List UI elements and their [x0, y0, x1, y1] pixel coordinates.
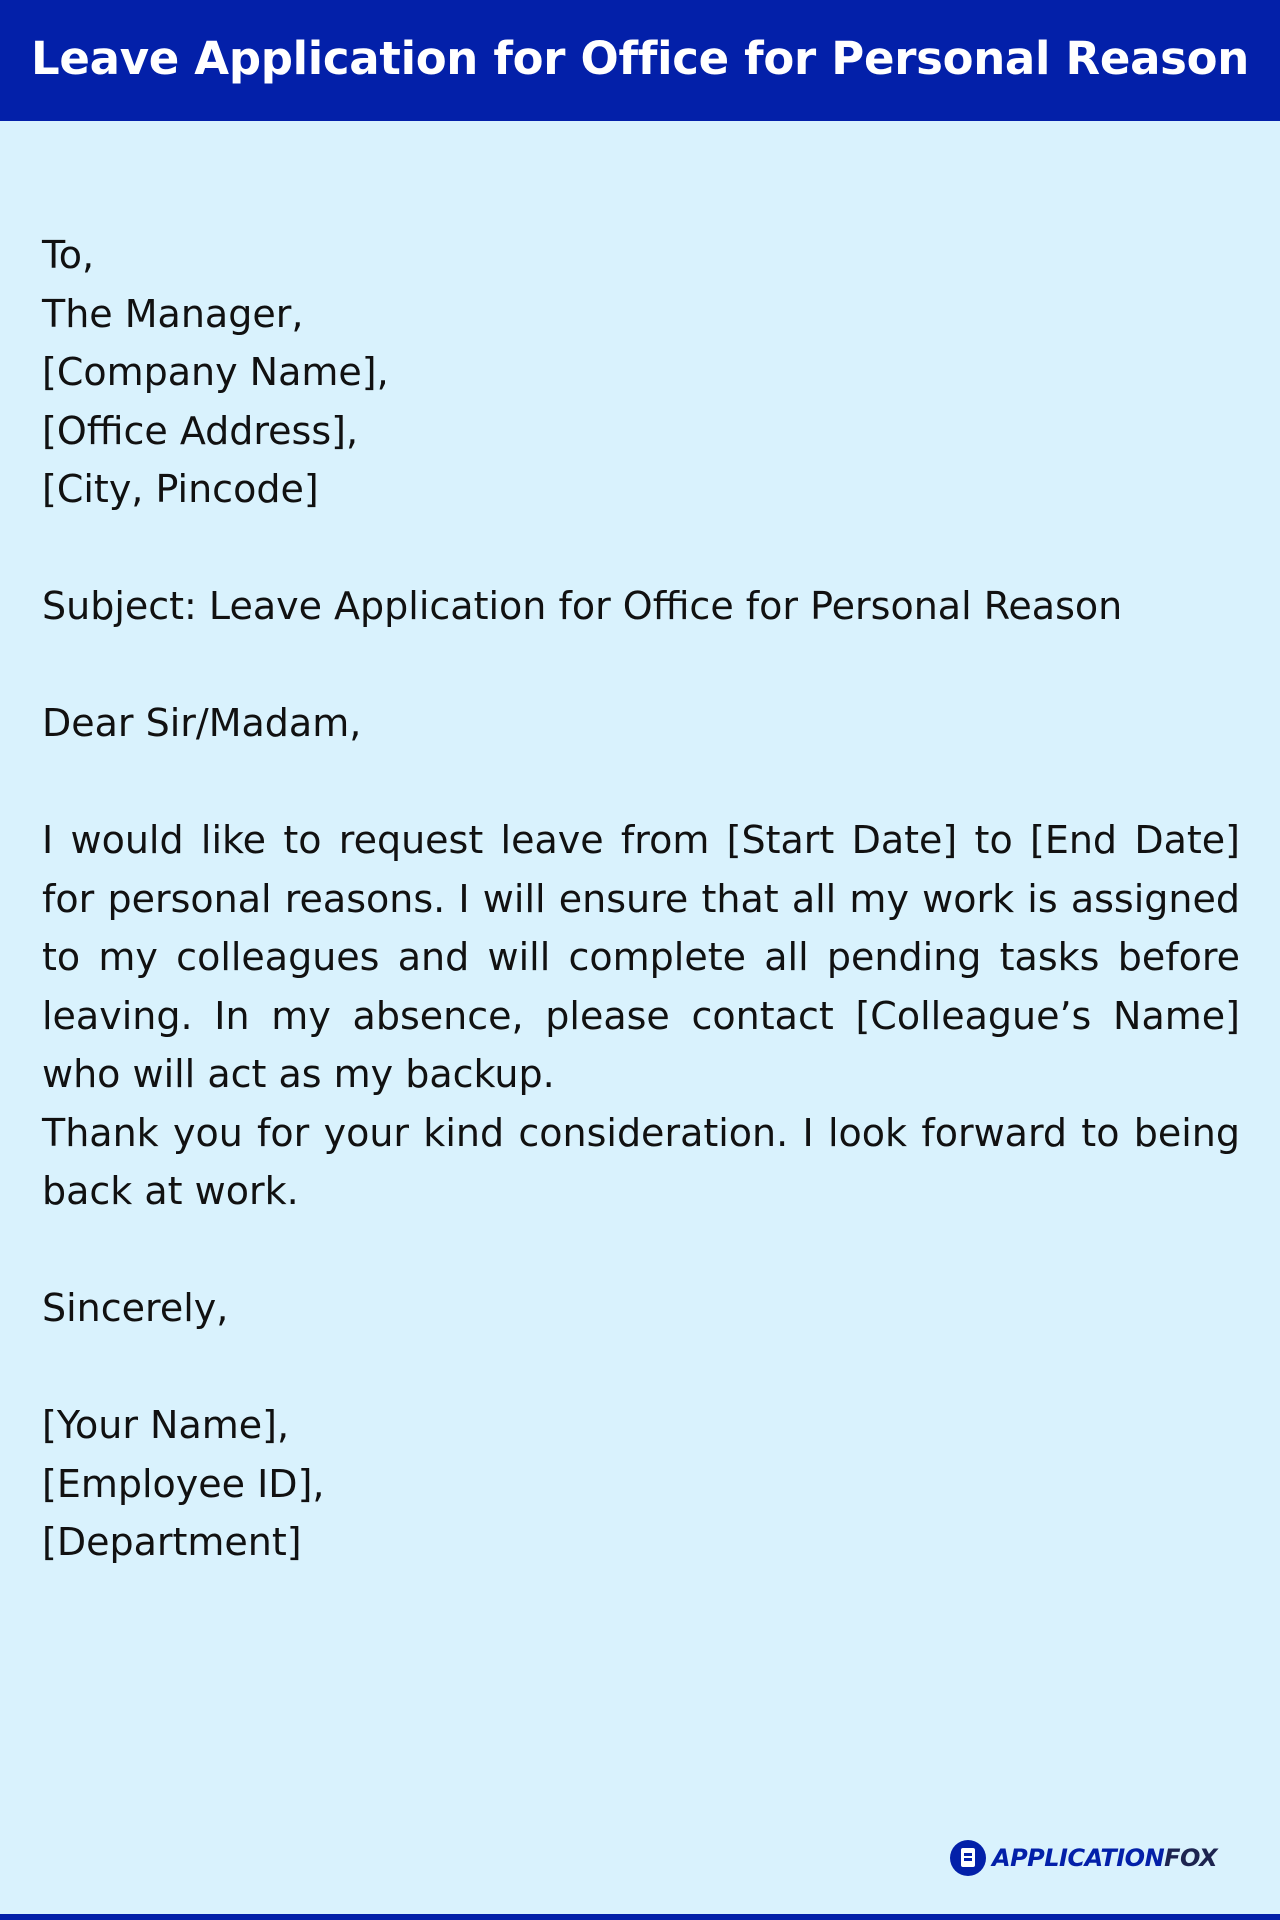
- page-title: Leave Application for Office for Personal Reason: [31, 32, 1249, 85]
- logo-wordmark: [992, 1844, 1217, 1872]
- recipient-block: [42, 226, 1240, 519]
- salutation: Dear Sir/Madam,: [42, 701, 362, 745]
- document-icon: [950, 1840, 986, 1876]
- subject-line: Subject: Leave Application for Office for Personal Reason: [42, 584, 1123, 628]
- signature-line: [Your Name],: [42, 1403, 290, 1447]
- applicationfox-logo: [950, 1838, 1217, 1878]
- body-paragraph: I would like to request leave from [Start Date] to [End Date] for personal reasons. I will ensure that all my work is assigned to my colleagues and will complete all pending tasks before leaving. In my absence, please contact [Colleague’s Name] who will act as my backup.: [42, 818, 1240, 1096]
- recipient-line: [Office Address],: [42, 408, 359, 453]
- closing: Sincerely,: [42, 1286, 229, 1330]
- signature-line: [Department]: [42, 1520, 302, 1564]
- signature-line: [Employee ID],: [42, 1461, 325, 1506]
- letter-body: [42, 226, 1240, 1572]
- recipient-line: To,: [42, 233, 95, 277]
- recipient-line: The Manager,: [42, 291, 304, 336]
- signature-block: [42, 1396, 1240, 1572]
- body-paragraph: Thank you for your kind consideration. I look forward to being back at work.: [42, 1110, 1240, 1213]
- title-banner: [0, 0, 1280, 121]
- logo-text-application: APPLICATION: [992, 1844, 1165, 1872]
- bottom-border: [0, 1914, 1280, 1920]
- recipient-line: [City, Pincode]: [42, 467, 319, 511]
- logo-text-fox: FOX: [1164, 1844, 1218, 1872]
- recipient-line: [Company Name],: [42, 350, 389, 394]
